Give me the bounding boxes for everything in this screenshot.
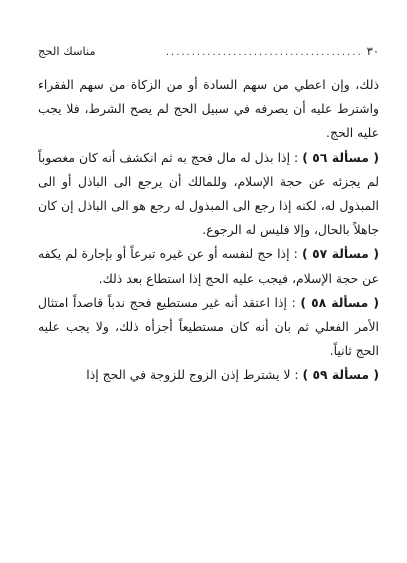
issue-paragraph <box>38 146 379 243</box>
page-body <box>38 73 379 388</box>
issue-text: : إذا اعتقد أنه غير مستطيع فحج ندباً قاصداً امتثال الأمر الفعلي ثم بان أنه كان مستطيعاً أجزأه ذلك، ولا يجب عليه الحج ثانياً. <box>38 294 379 359</box>
issue-text: : لا يشترط إذن الزوج للزوجة في الحج إذا <box>86 367 303 383</box>
issue-paragraph <box>38 363 379 387</box>
issue-number: ( مسألة ٥٧ ) <box>301 246 380 262</box>
paragraph-text: ذلك، وإن اعطي من سهم السادة أو من الزكاة من سهم الفقراء واشترط عليه أن يصرفه في سبيل الحج لم يصح الشرط، فلا يجب عليه الحج. <box>38 77 379 141</box>
issue-text: : إذا حج لنفسه أو عن غيره تبرعاً أو بإجارة لم يكفه عن حجة الإسلام، فيجب عليه الحج إذا استطاع بعد ذلك. <box>38 246 379 286</box>
issue-number: ( مسألة ٥٨ ) <box>300 294 380 310</box>
page-header <box>38 44 379 66</box>
issue-paragraph <box>38 242 379 290</box>
paragraph <box>38 73 379 146</box>
issue-paragraph <box>38 291 379 364</box>
issue-text: : إذا بذل له مال فحج به ثم انكشف أنه كان مغصوباً لم يجزئه عن حجة الإسلام، وللمالك أن يرجع الى الباذل أو الى المبذول له، لكنه إذا رجع الى المبذول له رجع هو الى الباذل إن كان جاهلاً بالحال، وإلا فليس له الرجوع. <box>38 149 379 238</box>
issue-number: ( مسألة ٥٩ ) <box>302 367 379 383</box>
issue-number: ( مسألة ٥٦ ) <box>302 149 379 165</box>
header-dot-leader: ...................................... <box>165 47 363 58</box>
running-title: مناسك الحج <box>38 44 96 58</box>
page-number: ٣٠ <box>366 44 379 58</box>
